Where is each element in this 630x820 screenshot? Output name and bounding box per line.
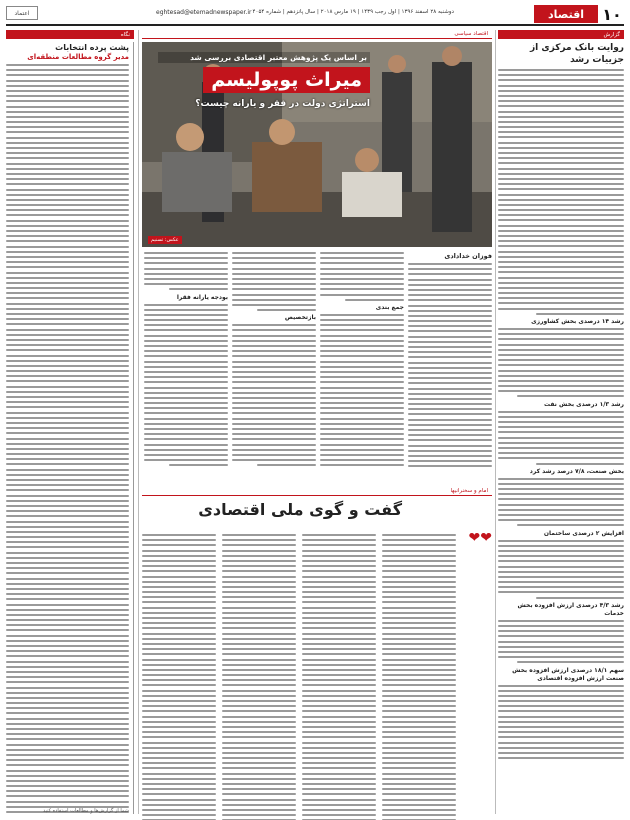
- right-subhead: رشد ۴/۳ درصدی ارزش افزوده بخش خدمات: [517, 601, 624, 617]
- date-line: دوشنبه ۲۸ اسفند ۱۳۹۶ | اول رجب ۱۴۳۹ | ۱۹ مارس ۲۰۱۸ | سال پانزدهم | شماره ۴۰۵۴: [252, 9, 454, 15]
- header-rule: [6, 24, 624, 26]
- story-column: [232, 252, 316, 482]
- tag-report: گزارش: [498, 30, 624, 39]
- opinion-column: [222, 534, 296, 814]
- text-block: [498, 478, 624, 527]
- story-column: [320, 252, 404, 482]
- opinion-column: [302, 534, 376, 814]
- text-block: [498, 620, 624, 664]
- section-title: اقتصاد: [534, 5, 598, 23]
- story-author: فوزان خدادادی: [444, 252, 492, 260]
- story-subhead: جمع بندی: [375, 303, 404, 311]
- right-column-article: [498, 42, 624, 814]
- right-subhead: رشد ۱۴ درصدی بخش کشاورزی: [531, 318, 624, 325]
- heart-icon: ❤❤: [468, 530, 492, 546]
- right-article-title: روایت بانک مرکزی از جزییات رشد: [529, 43, 624, 65]
- opinion-article: [142, 500, 492, 814]
- story-title[interactable]: میراث پوپولیسم: [203, 67, 370, 93]
- column-divider: [138, 30, 139, 814]
- opinion-column: [382, 534, 456, 814]
- left-article-subtitle: مدیر گروه مطالعات منطقه‌ای: [27, 53, 129, 61]
- headline-overlay: [158, 52, 370, 109]
- text-block: [498, 685, 624, 760]
- left-column-article: [6, 42, 134, 814]
- story-column: [144, 252, 228, 482]
- tag-political-economy: اقتصاد سیاسی: [142, 30, 492, 39]
- right-subhead: سهم ۱۸/۱ درصدی ارزش افزوده بخش صنعت ارزش افزوده اقتصادی: [512, 666, 624, 682]
- newspaper-logo: اعتماد: [6, 6, 38, 20]
- main-story-body: [142, 252, 492, 482]
- main-photo: [142, 42, 492, 247]
- story-kicker: بر اساس یک پژوهش معتبر اقتصادی بررسی شد: [158, 52, 370, 63]
- opinion-title[interactable]: گفت و گوی ملی اقتصادی: [198, 500, 402, 519]
- email-address[interactable]: eghtesad@etemadnewspaper.ir: [156, 9, 252, 16]
- left-article-footer: شما از گزارش‌ها و مطالعات استفاده کنید: [42, 808, 129, 814]
- tag-opinion: امام و سخنرانیها: [142, 487, 492, 496]
- page-number: ۱۰: [602, 4, 622, 24]
- text-block: [498, 411, 624, 465]
- story-subhead: بودجه یارانه فقرا: [176, 293, 228, 301]
- story-subtitle: استراتژی دولت در فقر و یارانه چیست؟: [195, 99, 370, 109]
- text-block: [498, 540, 624, 599]
- right-subhead: رشد ۱/۳ درصدی بخش نفت: [544, 400, 624, 408]
- story-subhead: بازتخصیص: [284, 314, 316, 322]
- right-subhead: افزایش ۲ درصدی ساختمان: [543, 529, 624, 537]
- text-block: [498, 69, 624, 315]
- text-block: [498, 328, 624, 397]
- left-article-title[interactable]: پشت پرده انتخابات: [55, 43, 129, 52]
- story-column: [408, 252, 492, 482]
- tag-view: نگاه: [6, 30, 134, 39]
- right-subhead: بخش صنعت، ۷/۸ درصد رشد کرد: [529, 467, 624, 475]
- opinion-column: [142, 534, 216, 814]
- photo-credit: عکس: تسنیم: [148, 236, 182, 244]
- page-header: [6, 4, 624, 24]
- column-divider: [495, 30, 496, 814]
